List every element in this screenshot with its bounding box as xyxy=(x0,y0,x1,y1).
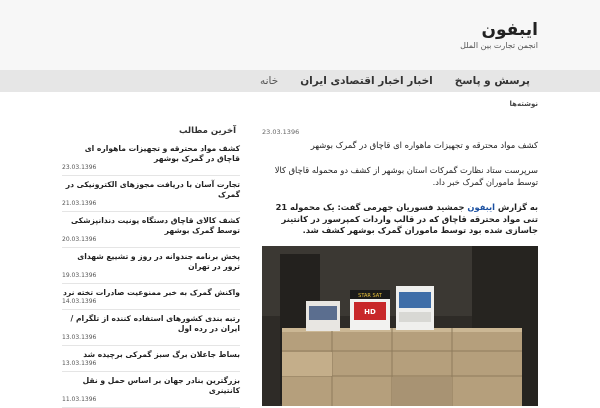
recent-post-link[interactable]: بزرگترین بنادر جهان بر اساس حمل و نقل کانتینری xyxy=(82,376,240,395)
post-body-text: جمشید فسوریان جهرمی گفت: یک محموله 21 تنی مواد محترقه قاچاق که در قالب واردات کمپرسور در کانتینر جاسازی شده بود توسط ماموران گمرک بوشهر کشف شد. xyxy=(275,202,538,235)
recent-post-date: 19.03.1396 xyxy=(62,272,97,279)
list-item xyxy=(62,310,240,346)
recent-post-date: 13.03.1396 xyxy=(62,360,97,367)
main-nav xyxy=(0,70,600,92)
sidebar xyxy=(62,126,240,408)
sidebar-title: آخرین مطالب xyxy=(178,126,236,136)
recent-post-date: 13.03.1396 xyxy=(62,334,97,341)
post-photo xyxy=(262,246,538,406)
post-lead: سرپرست ستاد نظارت گمرکات استان بوشهر از کشف دو محموله قاچاق کالا توسط ماموران گمرک خبر داد. xyxy=(274,165,538,187)
site-description: انجمن تجارت بین الملل xyxy=(460,41,538,50)
recent-post-link[interactable]: واکنش گمرک به خبر ممنوعیت صادرات تخته نرد xyxy=(62,288,240,297)
list-item xyxy=(62,372,240,408)
recent-post-date: 14.03.1396 xyxy=(62,298,97,305)
list-item xyxy=(62,212,240,248)
list-item xyxy=(62,176,240,212)
site-title[interactable]: ایبفون xyxy=(481,20,538,40)
post-title[interactable]: کشف مواد محترقه و تجهیزات ماهواره ای قاچاق در گمرک بوشهر xyxy=(310,140,538,150)
recent-post-link[interactable]: تجارت آسان با دریافت مجوزهای الکترونیکی در گمرک xyxy=(65,180,240,199)
section-heading: نوشته‌ها xyxy=(509,100,538,108)
recent-post-date: 20.03.1396 xyxy=(62,236,97,243)
recent-post-link[interactable]: رتبه بندی کشورهای استفاده کننده از تلگرام / ایران در رده اول xyxy=(70,314,240,333)
recent-post-link[interactable]: کشف کالای قاچاق دستگاه یونیت دندانپزشکی توسط گمرک بوشهر xyxy=(70,216,240,235)
nav-item-news[interactable]: اخبار اخبار اقتصادی ایران xyxy=(300,75,433,87)
recent-post-date: 23.03.1396 xyxy=(62,164,97,171)
list-item xyxy=(62,284,240,310)
box-hd-label: HD xyxy=(364,308,376,316)
recent-post-link[interactable]: پخش برنامه جندوانه در روز و تشییع شهدای ترور در تهران xyxy=(77,252,240,271)
list-item xyxy=(62,140,240,176)
source-link[interactable]: ایبفون xyxy=(467,202,496,212)
post-body-prefix: به گزارش xyxy=(495,202,538,212)
post-body xyxy=(262,202,538,237)
recent-post-date: 21.03.1396 xyxy=(62,200,97,207)
post-article xyxy=(262,128,538,316)
list-item xyxy=(62,248,240,284)
post-date: 23.03.1396 xyxy=(262,128,300,136)
recent-post-link[interactable]: کشف مواد محترقه و تجهیزات ماهواره ای قاچاق در گمرک بوشهر xyxy=(84,144,240,163)
list-item xyxy=(62,346,240,372)
recent-posts-list xyxy=(62,140,240,408)
nav-item-faq[interactable]: پرسش و پاسخ xyxy=(454,75,530,87)
nav-item-home[interactable]: خانه xyxy=(259,75,279,87)
site-header xyxy=(0,0,600,70)
recent-post-link[interactable]: بساط جاعلان برگ سبز گمرکی برچیده شد xyxy=(83,350,240,359)
recent-post-date: 11.03.1396 xyxy=(62,396,97,403)
box-brand-label: STAR SAT xyxy=(358,293,382,299)
seized-goods-photo xyxy=(262,246,538,406)
nav-list xyxy=(260,70,530,92)
